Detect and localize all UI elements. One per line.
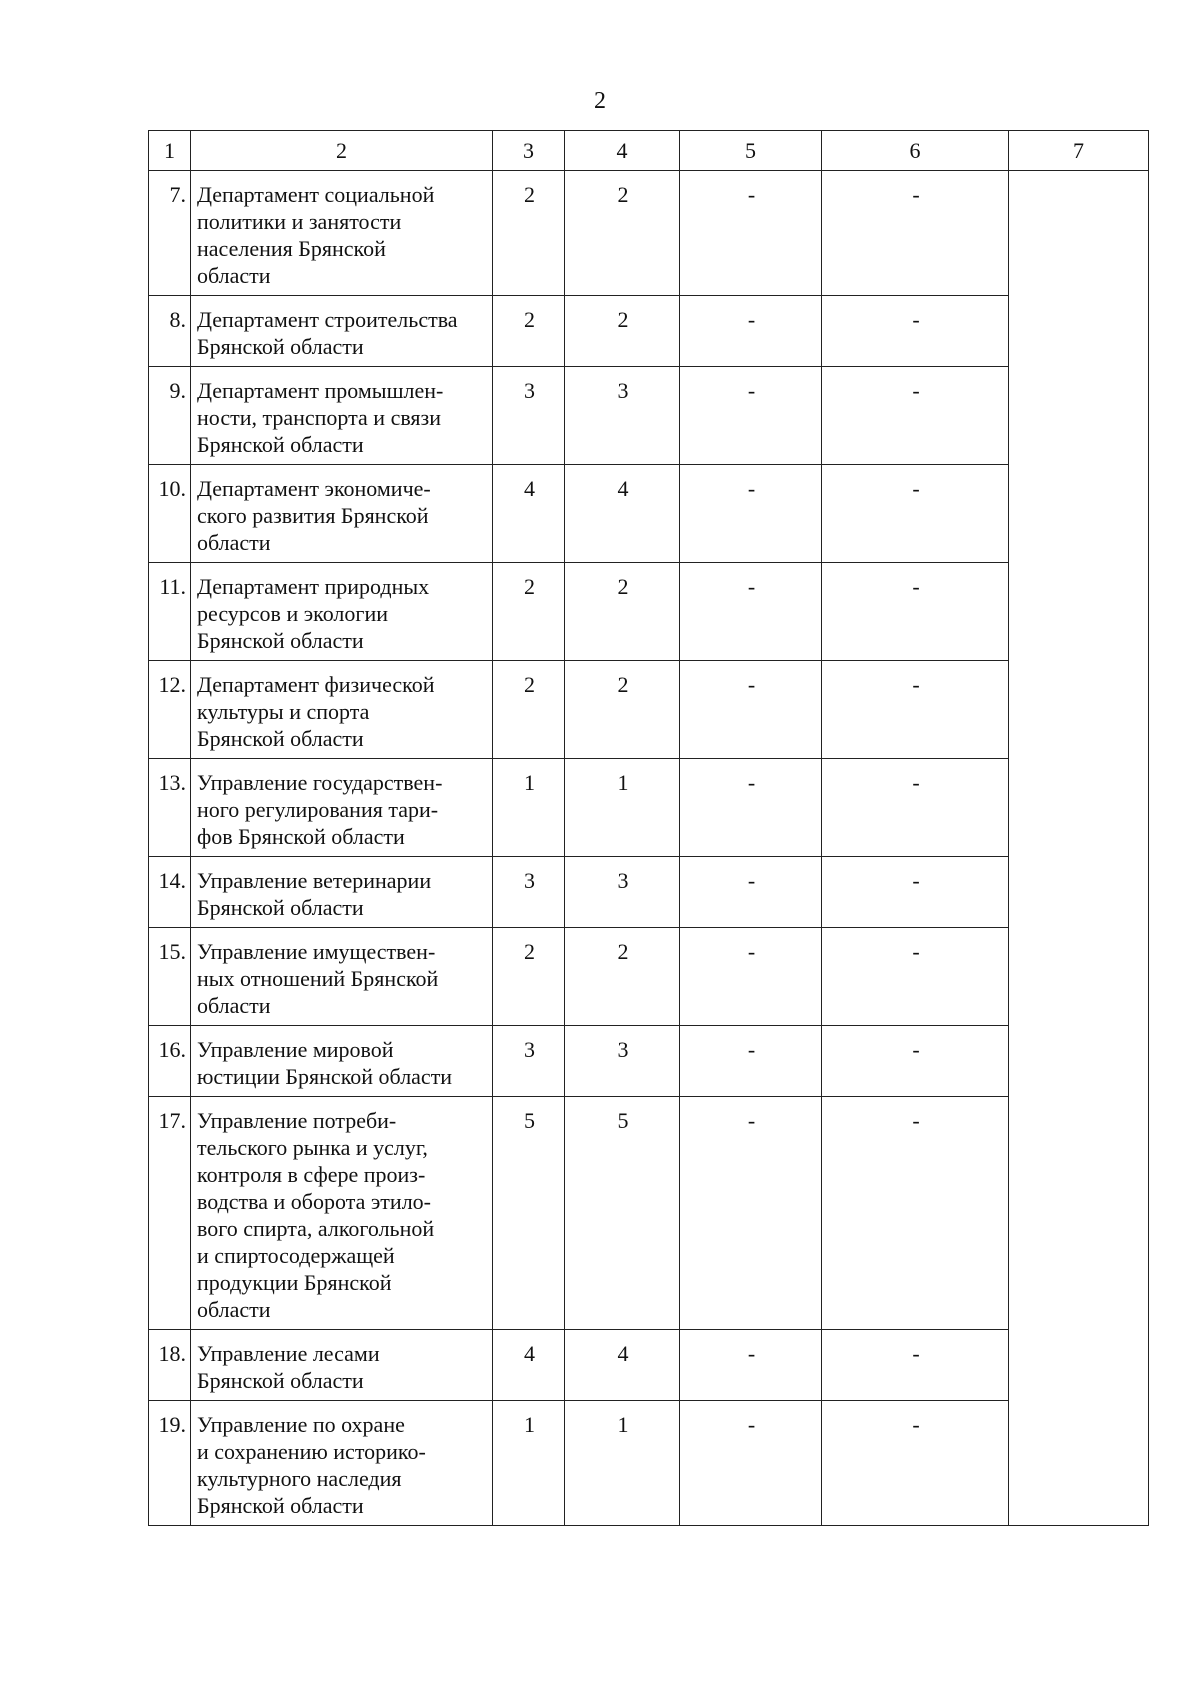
organization-name <box>191 296 493 367</box>
organization-name-line: Департамент строительства <box>197 307 458 332</box>
organization-name-line: Управление по охране <box>197 1412 405 1437</box>
col5-value: - <box>680 1026 822 1097</box>
col5-value: - <box>680 563 822 661</box>
organization-name-line: Департамент физической <box>197 672 435 697</box>
table-row <box>149 465 1149 563</box>
organization-name <box>191 1097 493 1330</box>
organization-name-line: продукции Брянской <box>197 1270 392 1295</box>
col7-value <box>1009 563 1149 661</box>
col4-value: 2 <box>565 661 680 759</box>
organization-name-line: юстиции Брянской области <box>197 1064 453 1089</box>
col6-value: - <box>822 1401 1009 1526</box>
organization-name-line: фов Брянской области <box>197 824 405 849</box>
organization-name-line: политики и занятости <box>197 209 402 234</box>
col3-value: 3 <box>493 367 565 465</box>
row-number: 10. <box>149 465 191 563</box>
col4-value: 2 <box>565 171 680 296</box>
col4-value: 2 <box>565 563 680 661</box>
col5-value: - <box>680 759 822 857</box>
organization-name-line: Управление мировой <box>197 1037 394 1062</box>
organization-name <box>191 563 493 661</box>
organization-name-line: водства и оборота этило- <box>197 1189 431 1214</box>
organization-name-line: Управление имуществен- <box>197 939 436 964</box>
table-row <box>149 661 1149 759</box>
col7-value <box>1009 661 1149 759</box>
col7-value <box>1009 928 1149 1026</box>
col7-value <box>1009 1097 1149 1330</box>
col4-value: 5 <box>565 1097 680 1330</box>
header-row <box>149 131 1149 171</box>
col6-value: - <box>822 759 1009 857</box>
col3-value: 4 <box>493 1330 565 1401</box>
organization-name <box>191 1026 493 1097</box>
organization-name-line: населения Брянской <box>197 236 386 261</box>
col4-value: 4 <box>565 465 680 563</box>
col4-value: 1 <box>565 1401 680 1526</box>
organization-name <box>191 367 493 465</box>
col5-value: - <box>680 661 822 759</box>
row-number: 14. <box>149 857 191 928</box>
table-row <box>149 1330 1149 1401</box>
organization-name <box>191 857 493 928</box>
col5-value: - <box>680 465 822 563</box>
col3-value: 1 <box>493 759 565 857</box>
col5-value: - <box>680 928 822 1026</box>
header-cell: 6 <box>822 131 1009 171</box>
organization-name-line: культуры и спорта <box>197 699 370 724</box>
col5-value: - <box>680 1097 822 1330</box>
header-cell: 3 <box>493 131 565 171</box>
table-row <box>149 563 1149 661</box>
organization-name-line: области <box>197 263 271 288</box>
col7-value <box>1009 171 1149 296</box>
row-number: 11. <box>149 563 191 661</box>
col4-value: 4 <box>565 1330 680 1401</box>
table-row <box>149 171 1149 296</box>
row-number: 9. <box>149 367 191 465</box>
col3-value: 4 <box>493 465 565 563</box>
header-cell: 7 <box>1009 131 1149 171</box>
col6-value: - <box>822 1330 1009 1401</box>
col4-value: 2 <box>565 296 680 367</box>
row-number: 12. <box>149 661 191 759</box>
organization-name-line: и спиртосодержащей <box>197 1243 395 1268</box>
col6-value: - <box>822 563 1009 661</box>
organization-name-line: Управление государствен- <box>197 770 443 795</box>
col6-value: - <box>822 367 1009 465</box>
organization-name-line: Департамент социальной <box>197 182 435 207</box>
col6-value: - <box>822 296 1009 367</box>
organization-name-line: Брянской области <box>197 895 364 920</box>
organization-name-line: Департамент экономиче- <box>197 476 431 501</box>
col4-value: 3 <box>565 857 680 928</box>
table-row <box>149 296 1149 367</box>
organization-name-line: ных отношений Брянской <box>197 966 439 991</box>
organization-name-line: ресурсов и экологии <box>197 601 388 626</box>
table-row <box>149 1026 1149 1097</box>
col7-value <box>1009 367 1149 465</box>
table-row <box>149 759 1149 857</box>
row-number: 13. <box>149 759 191 857</box>
col6-value: - <box>822 857 1009 928</box>
organization-name-line: ского развития Брянской <box>197 503 429 528</box>
row-number: 18. <box>149 1330 191 1401</box>
organization-name-line: Брянской области <box>197 726 364 751</box>
organization-name <box>191 1330 493 1401</box>
organization-name-line: Брянской области <box>197 334 364 359</box>
table-row <box>149 857 1149 928</box>
col7-value <box>1009 296 1149 367</box>
table-row <box>149 1097 1149 1330</box>
row-number: 19. <box>149 1401 191 1526</box>
col3-value: 2 <box>493 661 565 759</box>
col3-value: 1 <box>493 1401 565 1526</box>
col3-value: 3 <box>493 857 565 928</box>
organization-name-line: области <box>197 530 271 555</box>
col7-value <box>1009 1330 1149 1401</box>
organization-name-line: ного регулирования тари- <box>197 797 439 822</box>
row-number: 15. <box>149 928 191 1026</box>
organization-name <box>191 465 493 563</box>
table-row <box>149 928 1149 1026</box>
col7-value <box>1009 1401 1149 1526</box>
table-row <box>149 367 1149 465</box>
header-cell: 1 <box>149 131 191 171</box>
col3-value: 2 <box>493 296 565 367</box>
organization-name-line: Управление потреби- <box>197 1108 397 1133</box>
organization-name-line: вого спирта, алкогольной <box>197 1216 435 1241</box>
organization-name <box>191 928 493 1026</box>
table-row <box>149 1401 1149 1526</box>
row-number: 7. <box>149 171 191 296</box>
col3-value: 5 <box>493 1097 565 1330</box>
page-number: 2 <box>594 88 606 114</box>
col7-value <box>1009 465 1149 563</box>
organization-name-line: контроля в сфере произ- <box>197 1162 426 1187</box>
col4-value: 3 <box>565 1026 680 1097</box>
row-number: 17. <box>149 1097 191 1330</box>
col3-value: 3 <box>493 1026 565 1097</box>
row-number: 8. <box>149 296 191 367</box>
organization-name-line: ности, транспорта и связи <box>197 405 442 430</box>
col5-value: - <box>680 1401 822 1526</box>
organization-name-line: Брянской области <box>197 432 364 457</box>
organization-name-line: области <box>197 993 271 1018</box>
organization-name-line: Брянской области <box>197 1493 364 1518</box>
organization-name-line: культурного наследия <box>197 1466 402 1491</box>
col6-value: - <box>822 661 1009 759</box>
col4-value: 2 <box>565 928 680 1026</box>
header-cell: 5 <box>680 131 822 171</box>
header-cell: 2 <box>191 131 493 171</box>
col7-value <box>1009 857 1149 928</box>
col6-value: - <box>822 171 1009 296</box>
col4-value: 1 <box>565 759 680 857</box>
col7-value <box>1009 759 1149 857</box>
organization-name <box>191 1401 493 1526</box>
col6-value: - <box>822 1097 1009 1330</box>
col6-value: - <box>822 1026 1009 1097</box>
col3-value: 2 <box>493 928 565 1026</box>
organization-name <box>191 759 493 857</box>
organization-name-line: Департамент природных <box>197 574 430 599</box>
row-number: 16. <box>149 1026 191 1097</box>
col3-value: 2 <box>493 171 565 296</box>
organization-name-line: Управление лесами <box>197 1341 380 1366</box>
col5-value: - <box>680 171 822 296</box>
col3-value: 2 <box>493 563 565 661</box>
col5-value: - <box>680 296 822 367</box>
organization-name-line: Управление ветеринарии <box>197 868 432 893</box>
data-table <box>148 130 1149 1526</box>
col5-value: - <box>680 1330 822 1401</box>
organization-name-line: Брянской области <box>197 628 364 653</box>
col7-value <box>1009 1026 1149 1097</box>
organization-name <box>191 171 493 296</box>
col5-value: - <box>680 857 822 928</box>
organization-name <box>191 661 493 759</box>
organization-name-line: тельского рынка и услуг, <box>197 1135 428 1160</box>
organization-name-line: Брянской области <box>197 1368 364 1393</box>
col5-value: - <box>680 367 822 465</box>
col4-value: 3 <box>565 367 680 465</box>
header-cell: 4 <box>565 131 680 171</box>
col6-value: - <box>822 928 1009 1026</box>
organization-name-line: области <box>197 1297 271 1322</box>
organization-name-line: и сохранению историко- <box>197 1439 426 1464</box>
col6-value: - <box>822 465 1009 563</box>
organization-name-line: Департамент промышлен- <box>197 378 444 403</box>
